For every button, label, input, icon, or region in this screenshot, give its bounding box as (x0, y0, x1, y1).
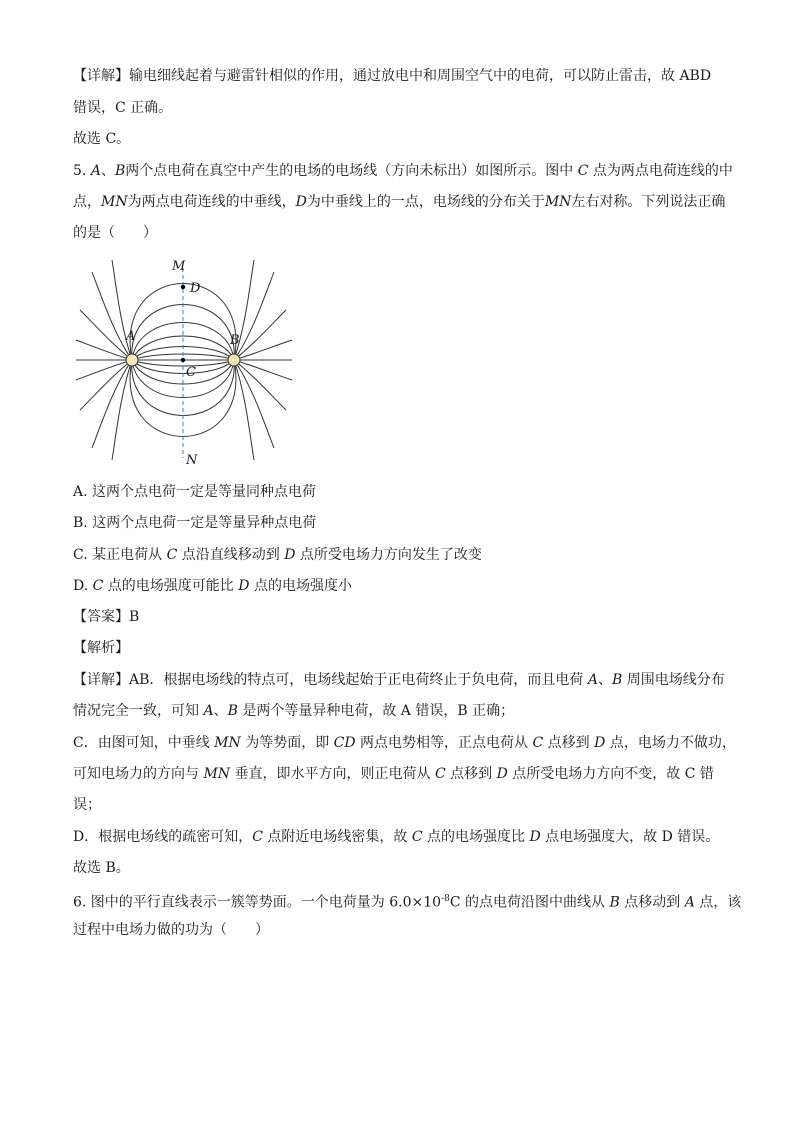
answer-value: B (129, 609, 140, 625)
analysis-tag: 【解析】 (73, 640, 129, 656)
q5-stem-line-1: 5. A、B两个点电荷在真空中产生的电场的电场线（方向未标出）如图所示。图中 C 点为两点电荷连线的中 (73, 163, 733, 179)
q5-detail-line-3: C．由图可知，中垂线 MN 为等势面，即 CD 两点电势相等，正点电荷从 C 点移到 D 点，电场力不做功， (73, 735, 736, 751)
q5-detail-line-4: 可知电场力的方向与 MN 垂直，即水平方向，则正电荷从 C 点移到 D 点所受电场力方向不变，故 C 错 (73, 766, 714, 782)
q5-stem-line-2: 点，MN为两点电荷连线的中垂线，D为中垂线上的一点，电场线的分布关于MN左右对称。下列说法正确 (73, 194, 726, 210)
prev-conclusion: 故选 C。 (73, 131, 131, 147)
q5-detail-line-1: 【详解】AB．根据电场线的特点可，电场线起始于正电荷终止于负电荷，而且电荷 A、B 周围电场线分布 (73, 672, 725, 688)
option-b: B. 这两个点电荷一定是等量异种点电荷 (73, 515, 317, 531)
option-d: D. C 点的电场强度可能比 D 点的电场强度小 (73, 578, 352, 594)
charge-a (126, 354, 138, 366)
electric-field-lines-figure (72, 254, 298, 468)
q5-detail-line-2: 情况完全一致，可知 A、B 是两个等量异种电荷，故 A 错误，B 正确； (73, 703, 515, 719)
q5-conclusion: 故选 B。 (73, 860, 130, 876)
label-n: N (186, 453, 198, 468)
q6-stem-line-2: 过程中电场力做的功为（ ） (73, 922, 269, 938)
label-b: B (230, 333, 240, 348)
q5-stem-line-3: 的是（ ） (73, 225, 157, 241)
q5-detail-line-6: D．根据电场线的疏密可知，C 点附近电场线密集，故 C 点的电场强度比 D 点电场强度大，故 D 错误。 (73, 829, 720, 845)
question-number: 5. (73, 163, 87, 179)
q5-detail-line-5: 误； (73, 797, 101, 813)
prev-detail-line-1: 【详解】输电细线起着与避雷针相似的作用，通过放电中和周围空气中的电荷，可以防止雷击，故 ABD (73, 68, 712, 84)
option-c: C. 某正电荷从 C 点沿直线移动到 D 点所受电场力方向发生了改变 (73, 547, 482, 563)
q6-stem-line-1: 6. 图中的平行直线表示一簇等势面。一个电荷量为 $6.0\times 10^{-8}C$ 的点电荷沿图中曲线从 B 点移动到 A 点，该 (73, 894, 742, 911)
detail-tag: 【详解】 (73, 68, 129, 84)
answer-tag: 【答案】 (73, 609, 129, 625)
label-d: D (190, 281, 201, 296)
label-a: A (126, 329, 136, 344)
label-m: M (172, 259, 186, 274)
point-d (181, 285, 185, 289)
prev-detail-line-2: 错误，C 正确。 (73, 100, 173, 116)
answer-line (73, 607, 139, 627)
point-c (181, 358, 185, 362)
charge-b (228, 354, 240, 366)
option-a: A. 这两个点电荷一定是等量同种点电荷 (73, 484, 317, 500)
label-c: C (186, 365, 196, 380)
